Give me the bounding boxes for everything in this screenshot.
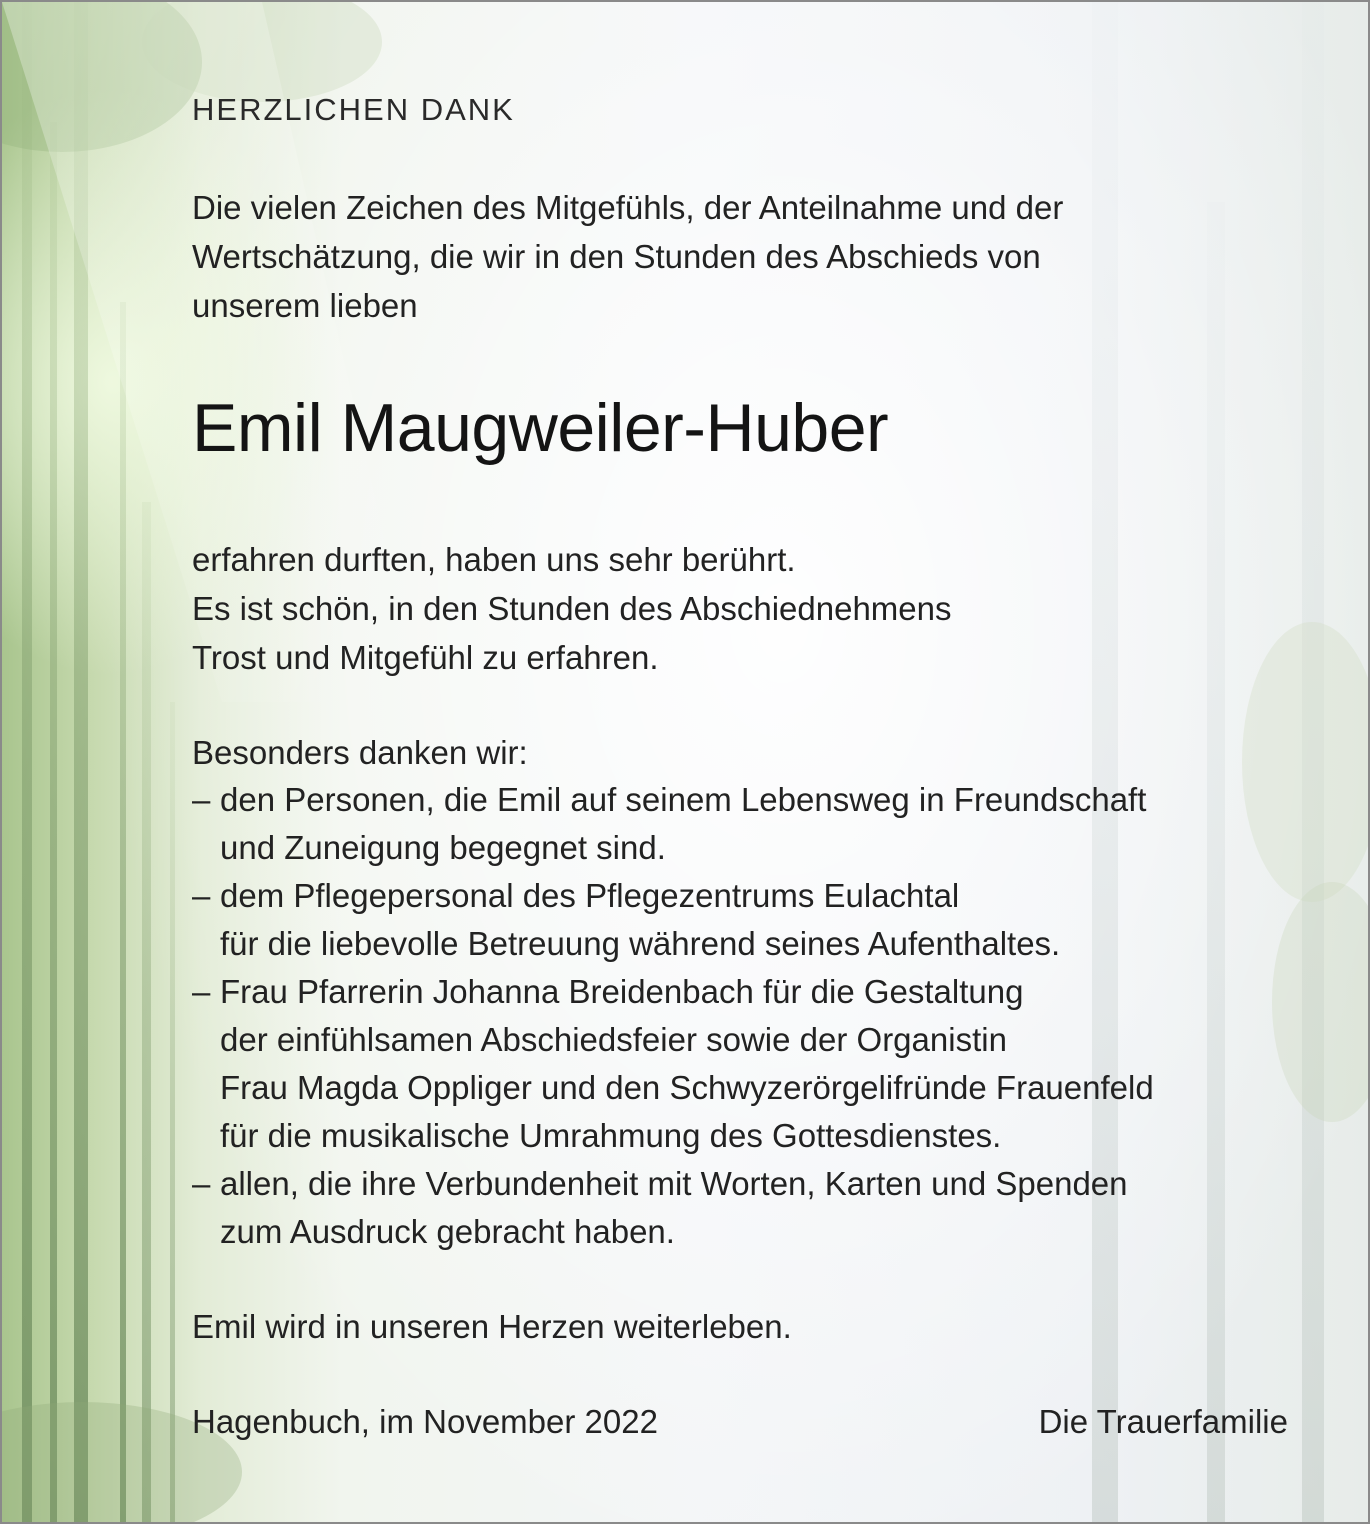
list-item-line: allen, die ihre Verbundenheit mit Worten, Karten und Spenden (220, 1165, 1128, 1202)
heading: HERZLICHEN DANK (192, 92, 515, 127)
deceased-name: Emil Maugweiler-Huber (192, 390, 889, 466)
middle-line: Trost und Mitgefühl zu erfahren. (192, 639, 659, 676)
list-item (192, 776, 1154, 872)
list-item (192, 1160, 1154, 1256)
closing-text: Emil wird in unseren Herzen weiterleben. (192, 1308, 792, 1345)
list-item (192, 872, 1154, 968)
closing-paragraph (192, 1302, 792, 1351)
thanks-list (192, 776, 1154, 1256)
dash-bullet: – (192, 1165, 211, 1202)
middle-line: Es ist schön, in den Stunden des Abschiednehmens (192, 590, 952, 627)
list-item-line: dem Pflegepersonal des Pflegezentrums Eulachtal (220, 877, 960, 914)
list-item-line: Frau Magda Oppliger und den Schwyzerörgelifründe Frauenfeld (220, 1069, 1154, 1106)
list-item-line: Frau Pfarrerin Johanna Breidenbach für die Gestaltung (220, 973, 1024, 1010)
list-item-line: für die liebevolle Betreuung während seines Aufenthaltes. (220, 925, 1061, 962)
signature: Die Trauerfamilie (1038, 1403, 1288, 1440)
list-item-line: der einfühlsamen Abschiedsfeier sowie der Organistin (220, 1021, 1007, 1058)
intro-line: unserem lieben (192, 287, 418, 324)
thanks-intro (192, 728, 528, 777)
thanks-intro-text: Besonders danken wir: (192, 734, 528, 771)
middle-line: erfahren durften, haben uns sehr berührt. (192, 541, 796, 578)
list-item (192, 968, 1154, 1160)
intro-line: Die vielen Zeichen des Mitgefühls, der Anteilnahme und der (192, 189, 1064, 226)
intro-line: Wertschätzung, die wir in den Stunden des Abschieds von (192, 238, 1041, 275)
dash-bullet: – (192, 973, 211, 1010)
middle-paragraph (192, 535, 952, 682)
dash-bullet: – (192, 877, 211, 914)
intro-paragraph (192, 183, 1063, 330)
list-item-line: und Zuneigung begegnet sind. (220, 829, 666, 866)
list-item-line: zum Ausdruck gebracht haben. (220, 1213, 675, 1250)
dash-bullet: – (192, 781, 211, 818)
place-date: Hagenbuch, im November 2022 (192, 1403, 658, 1440)
list-item-line: den Personen, die Emil auf seinem Lebensweg in Freundschaft (220, 781, 1147, 818)
list-item-line: für die musikalische Umrahmung des Gottesdienstes. (220, 1117, 1002, 1154)
